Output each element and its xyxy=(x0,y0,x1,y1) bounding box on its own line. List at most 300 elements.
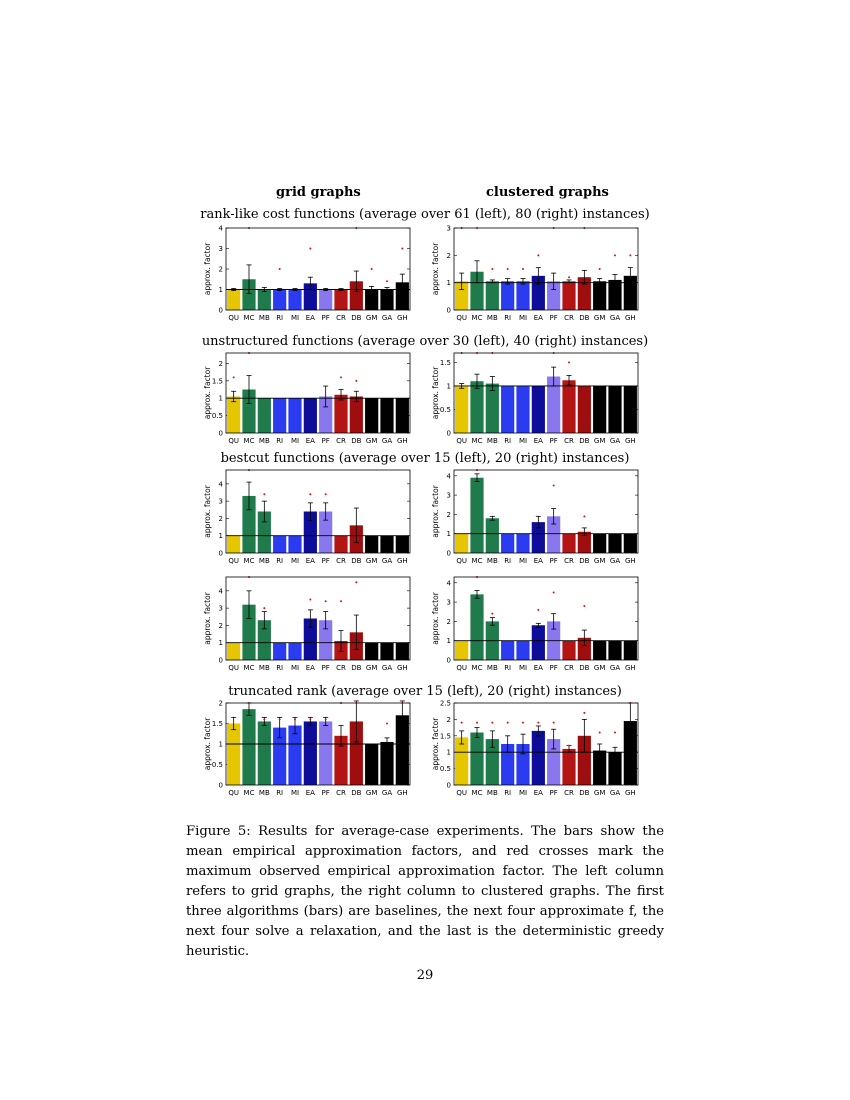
y-tick-label: 0.5 xyxy=(439,765,451,774)
max-marker xyxy=(386,723,388,725)
max-marker xyxy=(599,732,601,734)
x-tick-label: RI xyxy=(276,557,284,565)
x-tick-label: GA xyxy=(381,664,393,672)
y-tick-label: 0 xyxy=(446,656,451,665)
bar-mi xyxy=(516,641,529,660)
y-tick-label: 4 xyxy=(218,224,223,233)
x-tick-label: MC xyxy=(243,789,255,797)
x-tick-label: MC xyxy=(243,314,255,322)
y-tick-label: 3 xyxy=(218,245,223,253)
x-tick-label: DB xyxy=(579,664,590,672)
x-tick-label: GM xyxy=(593,789,606,797)
x-tick-label: PF xyxy=(549,437,558,445)
bar-ga xyxy=(380,742,393,785)
bar-mc xyxy=(470,478,483,553)
x-tick-label: GM xyxy=(365,314,378,322)
x-tick-label: RI xyxy=(504,437,512,445)
bar-mc xyxy=(470,381,483,433)
bar-mi xyxy=(288,398,301,433)
bar-qu xyxy=(455,386,468,433)
x-tick-label: GH xyxy=(624,789,636,797)
y-tick-label: 3 xyxy=(218,497,223,506)
x-tick-label: MI xyxy=(290,437,300,445)
bar-gh xyxy=(624,386,637,433)
max-marker xyxy=(599,268,601,270)
chart-rank-like-clustered xyxy=(428,224,643,326)
bar-mb xyxy=(486,281,499,310)
y-tick-label: 0 xyxy=(218,429,223,438)
x-tick-label: RI xyxy=(276,664,284,672)
max-marker xyxy=(355,380,357,382)
chart-truncated-grid xyxy=(200,699,415,801)
x-tick-label: GM xyxy=(365,557,378,565)
y-tick-label: 1.5 xyxy=(439,732,451,741)
y-tick-label: 0 xyxy=(218,549,223,558)
x-tick-label: QU xyxy=(228,664,239,672)
x-tick-label: DB xyxy=(579,437,590,445)
x-tick-label: CR xyxy=(564,664,574,672)
x-tick-label: CR xyxy=(564,437,574,445)
x-tick-label: MI xyxy=(290,789,300,797)
bar-ri xyxy=(501,386,514,433)
bar-qu xyxy=(227,724,240,786)
y-tick-label: 2 xyxy=(446,617,451,626)
x-tick-label: PF xyxy=(549,557,558,565)
chart-bestcut-clustered-2 xyxy=(428,573,643,676)
max-marker xyxy=(491,268,493,270)
x-tick-label: DB xyxy=(351,664,362,672)
y-axis-label: approx. factor xyxy=(431,242,440,296)
y-axis-label: approx. factor xyxy=(203,592,212,645)
section-title-3: bestcut functions (average over 15 (left), 20 (right) instances) xyxy=(220,451,630,466)
y-tick-label: 1 xyxy=(218,286,223,294)
y-tick-label: 2.5 xyxy=(439,699,451,708)
max-marker xyxy=(537,609,539,611)
max-marker xyxy=(491,722,493,724)
max-marker xyxy=(263,607,265,609)
x-tick-label: PF xyxy=(549,314,558,322)
max-marker xyxy=(537,722,539,724)
bar-cr xyxy=(562,641,575,660)
chart-bestcut-grid-2 xyxy=(200,573,415,676)
y-tick-label: 0.5 xyxy=(439,405,451,414)
y-tick-label: 0 xyxy=(218,306,223,315)
x-tick-label: RI xyxy=(504,314,512,322)
x-tick-label: QU xyxy=(456,664,467,672)
x-tick-label: EA xyxy=(533,437,543,445)
bar-mi xyxy=(288,290,301,311)
y-tick-label: 2 xyxy=(446,251,451,260)
y-tick-label: 0 xyxy=(446,549,451,558)
bar-mb xyxy=(486,518,499,553)
bar-cr xyxy=(562,281,575,310)
y-tick-label: 4 xyxy=(218,587,223,596)
y-tick-label: 0.5 xyxy=(211,412,223,421)
bar-ga xyxy=(608,534,621,553)
bar-gh xyxy=(396,398,409,433)
x-tick-label: DB xyxy=(579,314,590,322)
bar-gm xyxy=(365,536,378,553)
x-tick-label: DB xyxy=(351,314,362,322)
chart-bestcut-clustered xyxy=(428,466,643,569)
x-tick-label: MB xyxy=(486,437,498,445)
bar-gh xyxy=(396,536,409,553)
max-marker xyxy=(294,718,296,720)
y-tick-label: 2 xyxy=(218,621,223,630)
y-tick-label: 0 xyxy=(446,781,451,790)
x-tick-label: MB xyxy=(258,789,270,797)
y-tick-label: 1.5 xyxy=(211,720,223,728)
max-marker xyxy=(476,722,478,724)
max-marker xyxy=(401,248,403,250)
x-tick-label: RI xyxy=(276,314,284,322)
x-tick-label: MC xyxy=(243,664,255,672)
x-tick-label: GM xyxy=(593,314,606,322)
x-tick-label: QU xyxy=(228,557,239,565)
x-tick-label: GH xyxy=(396,314,408,322)
x-tick-label: MC xyxy=(471,437,483,445)
x-tick-label: RI xyxy=(276,437,284,445)
x-tick-label: MC xyxy=(471,664,483,672)
x-tick-label: GA xyxy=(381,437,393,445)
bar-gh xyxy=(396,643,409,660)
bar-qu xyxy=(227,290,240,311)
x-tick-label: EA xyxy=(533,557,543,565)
x-tick-label: QU xyxy=(228,437,239,445)
max-marker xyxy=(553,591,555,593)
y-tick-label: 1 xyxy=(446,748,451,757)
chart-truncated-clustered xyxy=(428,699,643,801)
page-number: 29 xyxy=(416,968,434,983)
y-tick-label: 1 xyxy=(218,394,223,403)
max-marker xyxy=(568,745,570,747)
max-marker xyxy=(233,376,235,378)
bar-pf xyxy=(319,290,332,311)
x-tick-label: GA xyxy=(609,314,621,322)
x-tick-label: PF xyxy=(321,557,330,565)
x-tick-label: QU xyxy=(456,557,467,565)
y-axis-label: approx. factor xyxy=(203,717,212,771)
x-tick-label: MB xyxy=(486,557,498,565)
x-tick-label: QU xyxy=(456,789,467,797)
x-tick-label: EA xyxy=(533,314,543,322)
x-tick-label: GH xyxy=(624,437,636,445)
x-tick-label: CR xyxy=(564,557,574,565)
y-axis-label: approx. factor xyxy=(203,366,212,420)
y-tick-label: 0 xyxy=(218,781,223,790)
x-tick-label: GH xyxy=(624,664,636,672)
section-title-4: truncated rank (average over 15 (left), 20 (right) instances) xyxy=(228,684,622,699)
x-tick-label: GA xyxy=(609,437,621,445)
y-tick-label: 0 xyxy=(446,429,451,438)
bar-ga xyxy=(380,536,393,553)
x-tick-label: MB xyxy=(486,314,498,322)
x-tick-label: MB xyxy=(258,664,270,672)
bar-mb xyxy=(258,398,271,433)
bar-cr xyxy=(334,290,347,311)
bar-ri xyxy=(273,398,286,433)
max-marker xyxy=(340,376,342,378)
bar-db xyxy=(578,386,591,433)
x-tick-label: MC xyxy=(471,789,483,797)
bar-gm xyxy=(365,643,378,660)
bar-cr xyxy=(562,749,575,785)
y-tick-label: 0 xyxy=(218,656,223,665)
bar-ga xyxy=(608,386,621,433)
x-tick-label: GA xyxy=(609,664,621,672)
max-marker xyxy=(386,280,388,282)
max-marker xyxy=(507,722,509,724)
x-tick-label: GM xyxy=(365,437,378,445)
bar-gm xyxy=(593,641,606,660)
bar-mb xyxy=(258,721,271,785)
bar-cr xyxy=(334,536,347,553)
bar-ri xyxy=(501,534,514,553)
x-tick-label: MC xyxy=(243,557,255,565)
chart-unstructured-clustered xyxy=(428,349,643,449)
bar-gm xyxy=(365,398,378,433)
column-header-right: clustered graphs xyxy=(486,185,609,200)
max-marker xyxy=(309,493,311,495)
max-marker xyxy=(568,276,570,278)
bar-ri xyxy=(273,290,286,311)
max-marker xyxy=(507,268,509,270)
x-tick-label: RI xyxy=(504,664,512,672)
max-marker xyxy=(309,248,311,250)
chart-unstructured-grid xyxy=(200,349,415,449)
max-marker xyxy=(279,268,281,270)
x-tick-label: MI xyxy=(518,557,528,565)
x-tick-label: GH xyxy=(624,557,636,565)
x-tick-label: GA xyxy=(609,789,621,797)
bar-gm xyxy=(593,281,606,310)
bar-qu xyxy=(227,536,240,553)
x-tick-label: DB xyxy=(579,557,590,565)
max-marker xyxy=(568,361,570,363)
max-marker xyxy=(309,598,311,600)
bar-mc xyxy=(470,733,483,785)
x-tick-label: GA xyxy=(609,557,621,565)
x-tick-label: CR xyxy=(564,789,574,797)
y-tick-label: 2 xyxy=(218,265,223,274)
bar-ga xyxy=(380,643,393,660)
x-tick-label: EA xyxy=(305,437,315,445)
x-tick-label: EA xyxy=(533,664,543,672)
y-tick-label: 1 xyxy=(218,740,223,749)
y-tick-label: 3 xyxy=(446,598,451,607)
bar-gm xyxy=(593,534,606,553)
x-tick-label: GA xyxy=(381,314,393,322)
x-tick-label: EA xyxy=(305,314,315,322)
x-tick-label: MC xyxy=(471,557,483,565)
x-tick-label: GH xyxy=(396,437,408,445)
x-tick-label: EA xyxy=(305,789,315,797)
y-tick-label: 0.5 xyxy=(211,761,223,769)
max-marker xyxy=(340,600,342,602)
max-marker xyxy=(325,493,327,495)
max-marker xyxy=(491,613,493,615)
x-tick-label: QU xyxy=(228,789,239,797)
x-tick-label: CR xyxy=(336,557,346,565)
y-axis-label: approx. factor xyxy=(431,717,440,771)
y-tick-label: 3 xyxy=(446,491,451,500)
x-tick-label: PF xyxy=(321,664,330,672)
max-marker xyxy=(355,581,357,583)
bar-ri xyxy=(273,536,286,553)
bar-ea xyxy=(532,731,545,785)
y-tick-label: 1 xyxy=(218,532,223,541)
bar-gm xyxy=(593,386,606,433)
bar-qu xyxy=(455,737,468,785)
bar-mi xyxy=(288,536,301,553)
x-tick-label: MI xyxy=(290,557,300,565)
chart-rank-like-grid xyxy=(200,224,415,326)
y-tick-label: 2 xyxy=(218,359,223,368)
bar-ri xyxy=(273,643,286,660)
bar-cr xyxy=(562,380,575,433)
x-tick-label: QU xyxy=(228,314,239,322)
bar-mi xyxy=(288,643,301,660)
x-tick-label: RI xyxy=(276,789,284,797)
x-tick-label: PF xyxy=(549,664,558,672)
x-tick-label: CR xyxy=(336,789,346,797)
column-header-left: grid graphs xyxy=(276,185,361,200)
bar-ea xyxy=(304,721,317,785)
x-tick-label: PF xyxy=(321,314,330,322)
y-axis-label: approx. factor xyxy=(203,485,212,538)
x-tick-label: EA xyxy=(533,789,543,797)
bar-ri xyxy=(501,641,514,660)
x-tick-label: DB xyxy=(579,789,590,797)
x-tick-label: RI xyxy=(504,789,512,797)
max-marker xyxy=(325,718,327,720)
x-tick-label: EA xyxy=(305,557,315,565)
x-tick-label: DB xyxy=(351,557,362,565)
x-tick-label: MI xyxy=(290,314,300,322)
bar-mi xyxy=(516,386,529,433)
bar-qu xyxy=(455,534,468,553)
bar-mi xyxy=(516,281,529,310)
max-marker xyxy=(522,722,524,724)
bar-mb xyxy=(258,290,271,311)
max-marker xyxy=(614,732,616,734)
bar-mc xyxy=(470,594,483,660)
max-marker xyxy=(537,254,539,256)
section-title-1: rank-like cost functions (average over 61 (left), 80 (right) instances) xyxy=(200,207,650,222)
bar-ri xyxy=(501,281,514,310)
x-tick-label: QU xyxy=(456,437,467,445)
x-tick-label: GM xyxy=(365,789,378,797)
y-tick-label: 1 xyxy=(218,639,223,648)
max-marker xyxy=(371,268,373,270)
chart-bestcut-grid xyxy=(200,466,415,569)
x-tick-label: RI xyxy=(504,557,512,565)
y-axis-label: approx. factor xyxy=(431,592,440,645)
x-tick-label: MB xyxy=(258,557,270,565)
x-tick-label: MI xyxy=(518,437,528,445)
x-tick-label: MC xyxy=(471,314,483,322)
x-tick-label: MB xyxy=(486,664,498,672)
y-tick-label: 4 xyxy=(446,472,451,481)
bar-gh xyxy=(624,641,637,660)
y-tick-label: 4 xyxy=(218,480,223,489)
y-tick-label: 1 xyxy=(446,530,451,539)
y-tick-label: 1.5 xyxy=(211,377,223,386)
bar-mi xyxy=(516,534,529,553)
bar-qu xyxy=(455,641,468,660)
x-tick-label: MI xyxy=(518,789,528,797)
x-tick-label: GM xyxy=(593,557,606,565)
max-marker xyxy=(461,722,463,724)
bar-gh xyxy=(624,534,637,553)
y-tick-label: 2 xyxy=(218,699,223,708)
y-tick-label: 0 xyxy=(446,306,451,315)
max-marker xyxy=(583,605,585,607)
x-tick-label: MI xyxy=(518,664,528,672)
y-axis-label: approx. factor xyxy=(431,485,440,538)
max-marker xyxy=(629,254,631,256)
x-tick-label: DB xyxy=(351,789,362,797)
y-tick-label: 3 xyxy=(446,224,451,233)
bar-ga xyxy=(380,290,393,311)
y-tick-label: 1 xyxy=(446,279,451,288)
x-tick-label: GH xyxy=(624,314,636,322)
max-marker xyxy=(279,718,281,720)
x-tick-label: MC xyxy=(243,437,255,445)
bar-mi xyxy=(288,726,301,785)
x-tick-label: EA xyxy=(305,664,315,672)
bar-ea xyxy=(532,386,545,433)
x-tick-label: GH xyxy=(396,557,408,565)
y-tick-label: 2 xyxy=(446,715,451,724)
max-marker xyxy=(553,722,555,724)
y-tick-label: 1.5 xyxy=(439,358,451,367)
max-marker xyxy=(583,712,585,714)
y-tick-label: 2 xyxy=(446,510,451,519)
max-marker xyxy=(583,515,585,517)
max-marker xyxy=(325,600,327,602)
x-tick-label: GH xyxy=(396,664,408,672)
max-marker xyxy=(309,718,311,720)
bar-ga xyxy=(380,398,393,433)
max-marker xyxy=(263,718,265,720)
max-marker xyxy=(614,254,616,256)
y-tick-label: 4 xyxy=(446,579,451,588)
bar-pf xyxy=(319,721,332,785)
x-tick-label: MI xyxy=(518,314,528,322)
x-tick-label: PF xyxy=(321,789,330,797)
y-tick-label: 3 xyxy=(218,604,223,613)
y-tick-label: 1 xyxy=(446,382,451,391)
bar-cr xyxy=(562,534,575,553)
figure-caption: Figure 5: Results for average-case experiments. The bars show the mean empirical approximation factors, and red crosses mark the maximum observed empirical approximation factor. The left column refers to grid graphs, the right column to clustered graphs. The first three algorithms (bars) are baselines, the next four approximate f, the next four solve a relaxation, and the last is the deterministic greedy heuristic. xyxy=(186,824,664,959)
x-tick-label: GA xyxy=(381,789,393,797)
bar-cr xyxy=(334,395,347,433)
x-tick-label: MB xyxy=(486,789,498,797)
x-tick-label: PF xyxy=(549,789,558,797)
x-tick-label: MI xyxy=(290,664,300,672)
x-tick-label: CR xyxy=(336,437,346,445)
x-tick-label: CR xyxy=(336,664,346,672)
x-tick-label: MB xyxy=(258,314,270,322)
y-axis-label: approx. factor xyxy=(203,242,212,296)
x-tick-label: PF xyxy=(321,437,330,445)
x-tick-label: GM xyxy=(593,664,606,672)
x-tick-label: QU xyxy=(456,314,467,322)
bar-mc xyxy=(242,709,255,785)
max-marker xyxy=(553,484,555,486)
x-tick-label: GM xyxy=(593,437,606,445)
